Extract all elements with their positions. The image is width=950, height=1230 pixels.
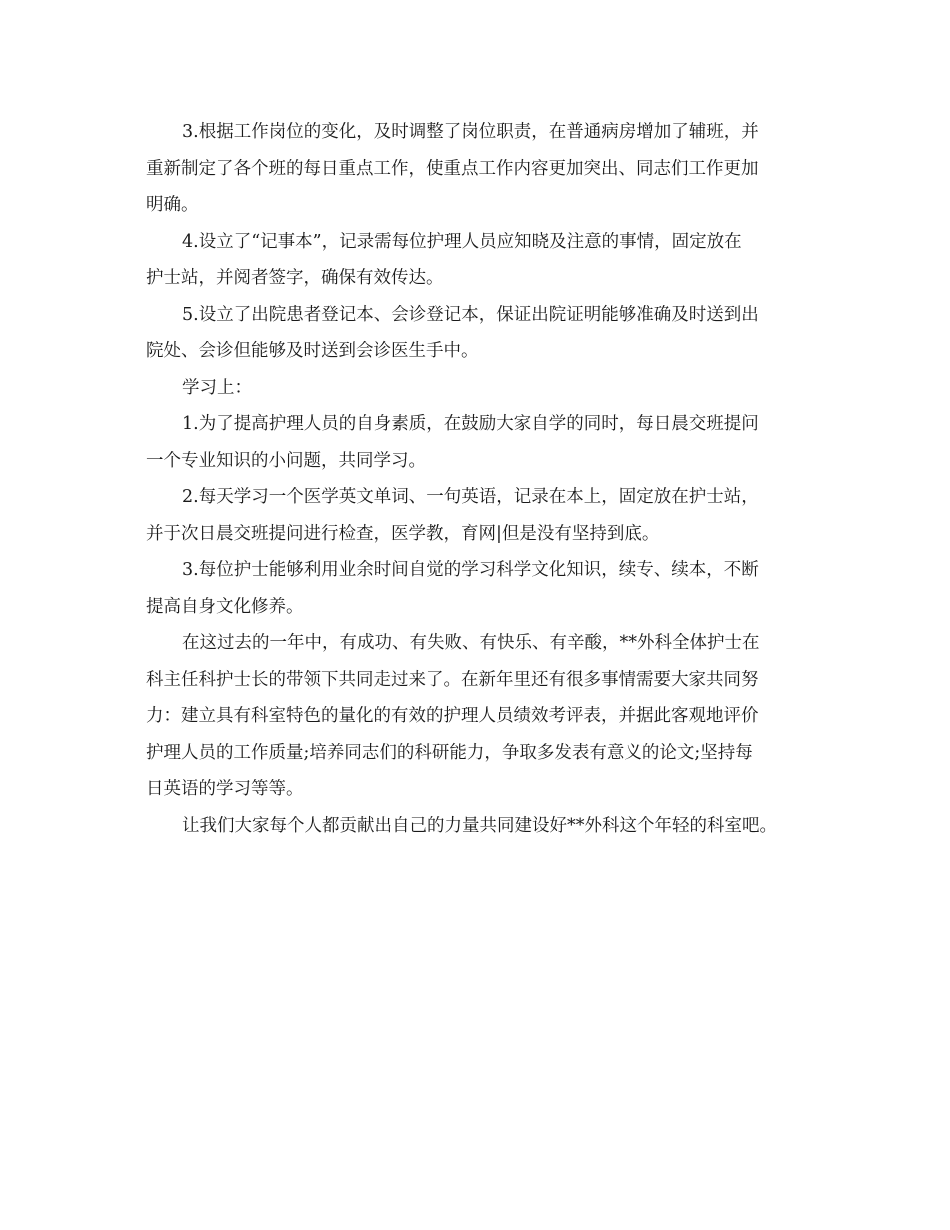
text-line: 学习上： xyxy=(182,377,252,398)
text-line: 1.为了提高护理人员的自身素质，在鼓励大家自学的同时，每日晨交班提问 xyxy=(182,414,759,434)
text-line: 院处、会诊但能够及时送到会诊医生手中。 xyxy=(146,341,479,361)
text-line: 力：建立具有科室特色的量化的有效的护理人员绩效考评表，并据此客观地评价 xyxy=(146,706,759,726)
text-line: 护士站，并阅者签字，确保有效传达。 xyxy=(146,268,444,288)
paragraph-study-2 xyxy=(146,479,826,552)
text-line: 护理人员的工作质量;培养同志们的科研能力，争取多发表有意义的论文;坚持每 xyxy=(146,742,753,763)
paragraph-duty-adjustment xyxy=(146,114,826,224)
paragraph-discharge-register xyxy=(146,297,826,370)
document-body xyxy=(146,114,826,844)
text-line: 2.每天学习一个医学英文单词、一句英语，记录在本上，固定放在护士站， xyxy=(182,487,759,507)
paragraph-study-3 xyxy=(146,552,826,625)
section-heading-study xyxy=(146,370,826,407)
text-line: 提高自身文化修养。 xyxy=(146,596,304,617)
text-line: 在这过去的一年中，有成功、有失败、有快乐、有辛酸，**外科全体护士在 xyxy=(182,633,760,653)
text-line: 明确。 xyxy=(146,195,199,215)
text-line: 并于次日晨交班提问进行检查，医学教，育网|但是没有坚持到底。 xyxy=(146,523,660,544)
paragraph-notebook xyxy=(146,224,826,297)
paragraph-study-1 xyxy=(146,406,826,479)
text-line: 让我们大家每个人都贡献出自己的力量共同建设好**外科这个年轻的科室吧。 xyxy=(182,815,777,836)
text-line: 重新制定了各个班的每日重点工作，使重点工作内容更加突出、同志们工作更加 xyxy=(146,158,759,179)
text-line: 5.设立了出院患者登记本、会诊登记本，保证出院证明能够准确及时送到出 xyxy=(182,304,759,325)
text-line: 日英语的学习等等。 xyxy=(146,779,304,799)
paragraph-closing xyxy=(146,808,826,845)
text-line: 4.设立了“记事本”，记录需每位护理人员应知晓及注意的事情，固定放在 xyxy=(182,231,742,252)
text-line: 3.每位护士能够利用业余时间自觉的学习科学文化知识，续专、续本，不断 xyxy=(182,560,759,580)
paragraph-year-summary xyxy=(146,625,826,808)
text-line: 一个专业知识的小问题，共同学习。 xyxy=(146,450,426,471)
text-line: 3.根据工作岗位的变化，及时调整了岗位职责，在普通病房增加了辅班，并 xyxy=(182,122,759,142)
text-line: 科主任科护士长的带领下共同走过来了。在新年里还有很多事情需要大家共同努 xyxy=(146,669,759,690)
